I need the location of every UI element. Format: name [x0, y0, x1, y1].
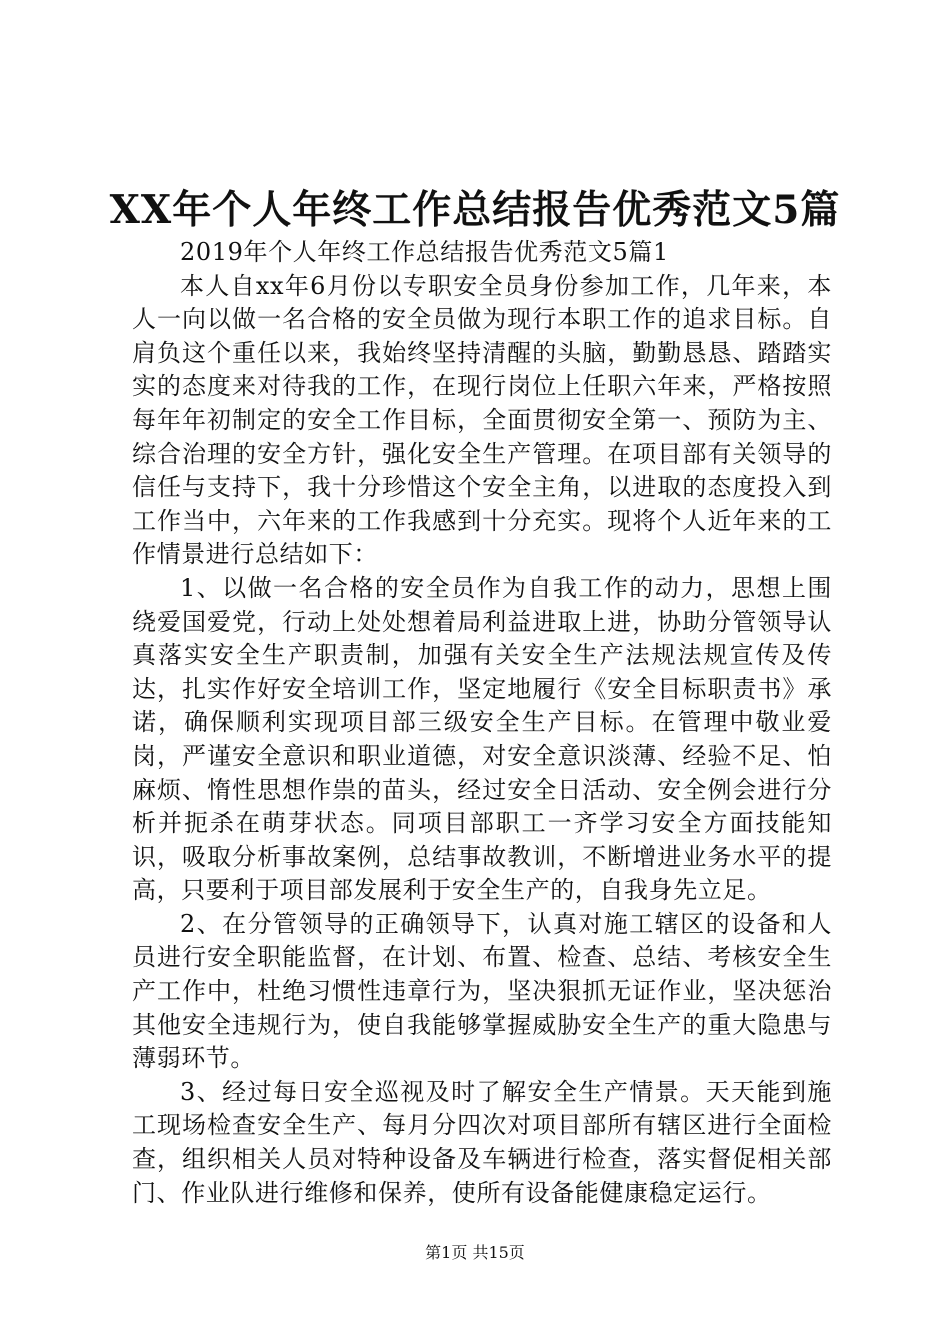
section-heading: 2019年个人年终工作总结报告优秀范文5篇1	[180, 238, 669, 266]
document-body	[132, 236, 832, 1210]
paragraph-item-3: 3、经过每日安全巡视及时了解安全生产情景。天天能到施工现场检查安全生产、每月分四次对项目部所有辖区进行全面检查，组织相关人员对特种设备及车辆进行检查，落实督促相关部门、作业队进行维修和保养，使所有设备能健康稳定运行。	[132, 1077, 832, 1207]
paragraph-item-1: 1、以做一名合格的安全员作为自我工作的动力，思想上围绕爱国爱党，行动上处处想着局利益进取上进，协助分管领导认真落实安全生产职责制，加强有关安全生产法规法规宣传及传达，扎实作好安全培训工作，坚定地履行《安全目标职责书》承诺，确保顺利实现项目部三级安全生产目标。在管理中敬业爱岗，严谨安全意识和职业道德，对安全意识淡薄、经验不足、怕麻烦、惰性思想作祟的苗头，经过安全日活动、安全例会进行分析并扼杀在萌芽状态。同项目部职工一齐学习安全方面技能知识，吸取分析事故案例，总结事故教训，不断增进业务水平的提高，只要利于项目部发展利于安全生产的，自我身先立足。	[132, 573, 832, 905]
paragraph-item-2: 2、在分管领导的正确领导下，认真对施工辖区的设备和人员进行安全职能监督，在计划、布置、检查、总结、考核安全生产工作中，杜绝习惯性违章行为，坚决狠抓无证作业，坚决惩治其他安全违规行为，使自我能够掌握威胁安全生产的重大隐患与薄弱环节。	[132, 909, 832, 1073]
paragraph-intro: 本人自xx年6月份以专职安全员身份参加工作，几年来，本人一向以做一名合格的安全员做为现行本职工作的追求目标。自肩负这个重任以来，我始终坚持清醒的头脑，勤勤恳恳、踏踏实实的态度来对待我的工作，在现行岗位上任职六年来，严格按照每年年初制定的安全工作目标，全面贯彻安全第一、预防为主、综合治理的安全方针，强化安全生产管理。在项目部有关领导的信任与支持下，我十分珍惜这个安全主角，以进取的态度投入到工作当中，六年来的工作我感到十分充实。现将个人近年来的工作情景进行总结如下：	[132, 271, 832, 569]
document-title: XX年个人年终工作总结报告优秀范文5篇	[109, 187, 841, 233]
page-number-footer: 第1页 共15页	[425, 1243, 525, 1262]
